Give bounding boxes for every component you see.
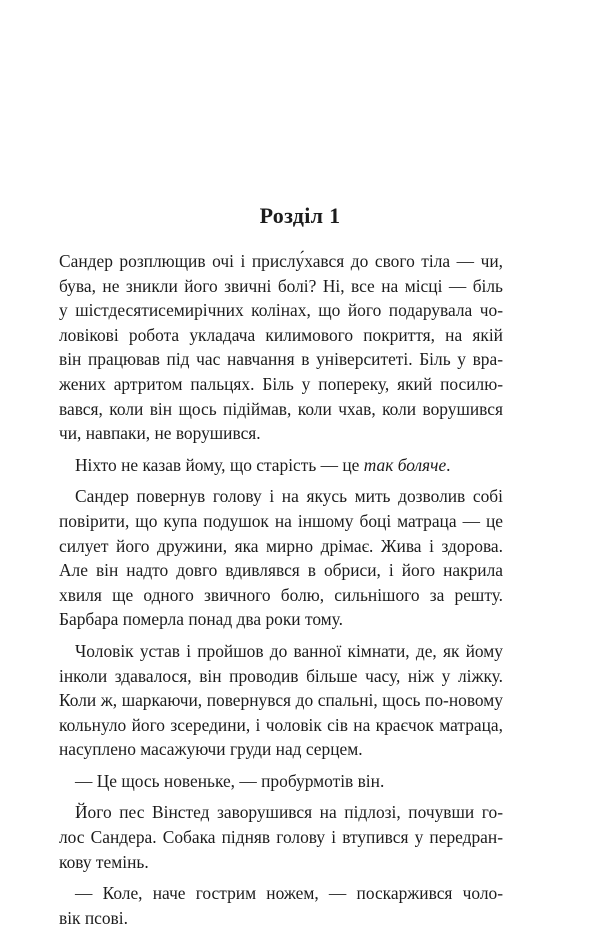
text-line: жених артритом пальцях. Біль у попереку, який посилю-	[59, 373, 503, 394]
text-line: інколи здавалося, він проводив більше часу, ніж у ліжку.	[59, 665, 503, 686]
text-line: повірити, що купа подушок на іншому боці матраца — це	[59, 510, 503, 531]
text-line: силует його дружини, яка мирно дрімає. Жива і здорова.	[59, 535, 503, 556]
paragraph	[59, 249, 503, 446]
text-line: Коли ж, шаркаючи, повернувся до спальні, щось по-новому	[59, 690, 503, 711]
text-line: вався, коли він щось підіймав, коли чхав, коли ворушився	[59, 398, 503, 419]
text-line: кольнуло його зсередини, і чоловік сів на краєчок матраца,	[59, 714, 503, 735]
paragraph	[59, 769, 503, 794]
text-line: Сандер повернув голову і на якусь мить дозволив собі	[75, 486, 503, 507]
text-line: насуплено масажуючи груди над серцем.	[59, 739, 363, 760]
emphasis-text: так боляче	[363, 454, 447, 475]
text-line: чи, навпаки, не ворушився.	[59, 423, 261, 444]
text-line: ловікові робота укладача килимового покриття, на якій	[59, 324, 503, 345]
text-line: — Це щось новеньке, — пробурмотів він.	[75, 770, 385, 791]
text-line: — Коле, наче гострим ножем, — поскаржився чоло-	[75, 883, 503, 904]
paragraph	[59, 639, 503, 762]
chapter-title: Розділ 1	[259, 203, 341, 228]
paragraph	[59, 881, 503, 930]
text-line: бува, не зникли його звичні болі? Ні, все на місці — біль	[59, 275, 503, 296]
text-run: .	[446, 454, 451, 475]
text-line: Його пес Вінстед заворушився на підлозі, почувши го-	[75, 802, 503, 823]
text-line: Барбара померла понад два роки тому.	[59, 609, 343, 630]
paragraph	[59, 800, 503, 874]
text-line: Чоловік устав і пройшов до ванної кімнати, де, як йому	[75, 640, 503, 661]
text-line: у шістдесятисемирічних колінах, що його подарувала чо-	[59, 300, 503, 321]
text-line: Але він надто довго вдивлявся в обриси, і його накрила	[59, 560, 503, 581]
paragraph	[59, 484, 503, 632]
text-line: Сандер розплющив очі і прислу́хався до свого тіла — чи,	[59, 251, 503, 271]
text-run: Ніхто не казав йому, що старість — це	[75, 454, 364, 475]
chapter-text	[59, 249, 503, 930]
text-line: вік псові.	[59, 907, 128, 928]
text-line: хвиля ще одного звичного болю, сильнішого за решту.	[59, 584, 503, 605]
paragraph	[59, 453, 503, 478]
text-line: кову темінь.	[59, 851, 149, 872]
text-line: лос Сандера. Собака підняв голову і втупився у передран-	[59, 827, 503, 848]
text-line	[59, 453, 503, 478]
text-line: він працював під час навчання в університеті. Біль у вра-	[59, 349, 503, 370]
